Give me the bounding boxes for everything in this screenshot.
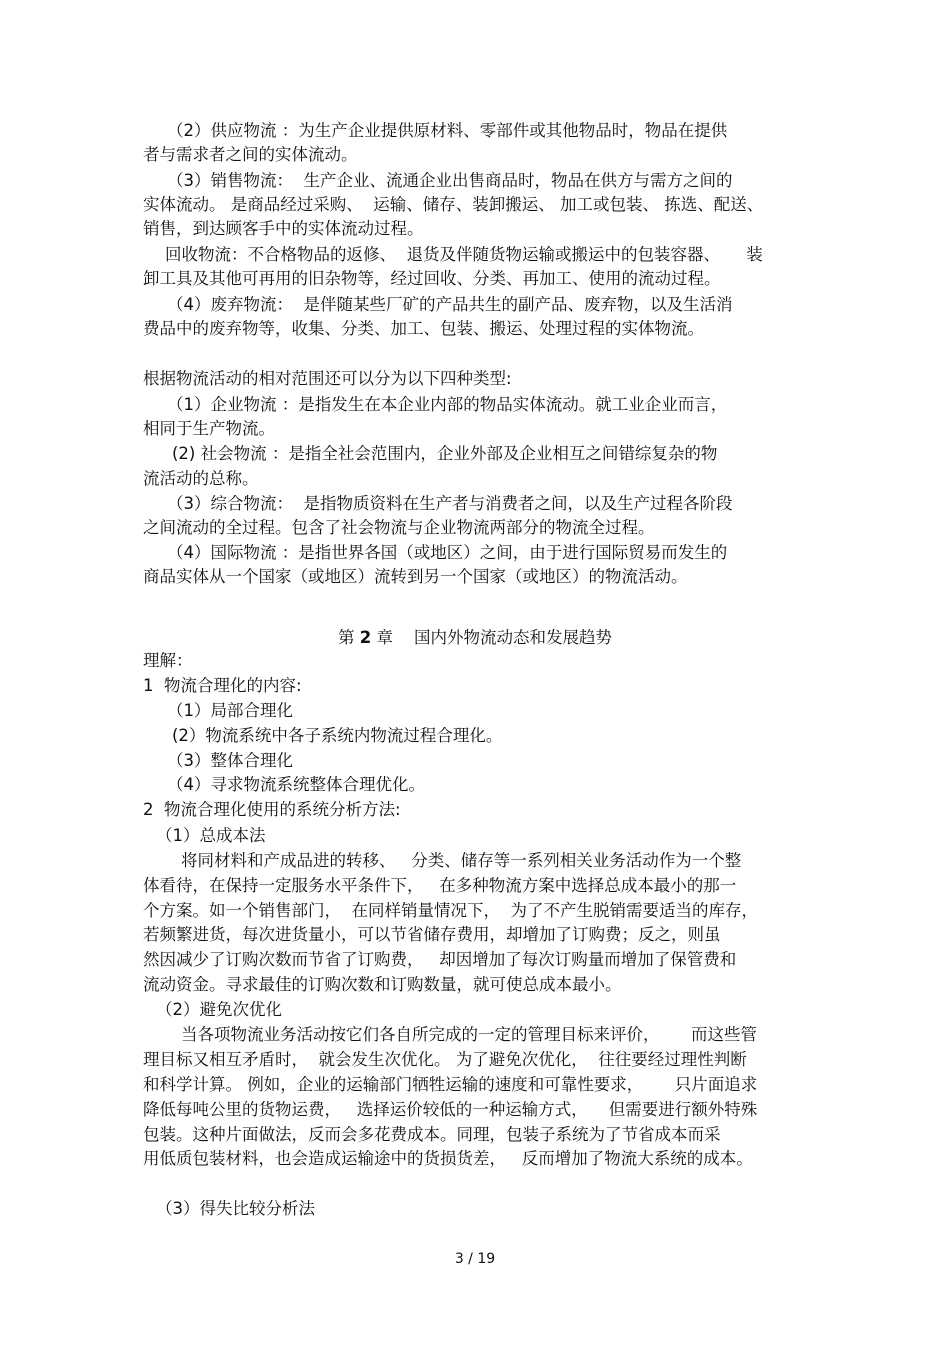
text-line: 2 物流合理化使用的系统分析方法:: [143, 800, 401, 819]
text-line: （1）企业物流 ：是指发生在本企业内部的物品实体流动。就工业企业而言，: [167, 395, 728, 414]
text-line: 将同材料和产成品进的转移、 分类、储存等一系列相关业务活动作为一个整: [181, 851, 742, 870]
text-line: （1）总成本法: [156, 826, 266, 845]
text-line: 用低质包装材料，也会造成运输途中的货损货差， 反而增加了物流大系统的成本。: [143, 1149, 753, 1168]
text-line: （3）综合物流： 是指物质资料在生产者与消费者之间，以及生产过程各阶段: [167, 494, 733, 513]
chapter-prefix: 第: [338, 628, 360, 647]
chapter-title: 章 国内外物流动态和发展趋势: [371, 628, 612, 647]
text-line: 者与需求者之间的实体流动。: [143, 145, 358, 164]
text-line: （3）销售物流： 生产企业、流通企业出售商品时，物品在供方与需方之间的: [167, 171, 733, 190]
text-line: （3）得失比较分析法: [156, 1199, 315, 1218]
text-line: 费品中的废弃物等，收集、分类、加工、包装、搬运、处理过程的实体物流。: [143, 319, 704, 338]
text-line: 和科学计算。 例如，企业的运输部门牺牲运输的速度和可靠性要求， 只片面追求: [143, 1075, 758, 1094]
text-line: 商品实体从一个国家（或地区）流转到另一个国家（或地区）的物流活动。: [143, 567, 688, 586]
text-line: 包装。这种片面做法，反而会多花费成本。同理，包装子系统为了节省成本而采: [143, 1125, 721, 1144]
text-line: 个方案。如一个销售部门， 在同样销量情况下， 为了不产生脱销需要适当的库存，: [143, 901, 758, 920]
chapter-number: 2: [359, 628, 372, 647]
text-line: (2）物流系统中各子系统内物流过程合理化。: [172, 726, 503, 745]
text-line: （2）避免次优化: [156, 1000, 282, 1019]
text-line: 回收物流：不合格物品的返修、 退货及伴随货物运输或搬运中的包装容器、 装: [165, 245, 763, 264]
text-line: 1 物流合理化的内容:: [143, 676, 302, 695]
text-line: （4）寻求物流系统整体合理优化。: [167, 775, 425, 794]
text-line: 流动资金。寻求最佳的订购次数和订购数量，就可使总成本最小。: [143, 975, 622, 994]
text-line: （4）废弃物流： 是伴随某些厂矿的产品共生的副产品、废弃物，以及生活消: [167, 295, 733, 314]
text-line: (2) 社会物流 ：是指全社会范围内，企业外部及企业相互之间错综复杂的物: [172, 444, 718, 463]
text-line: 理目标又相互矛盾时， 就会发生次优化。 为了避免次优化， 往往要经过理性判断: [143, 1050, 747, 1069]
text-line: 根据物流活动的相对范围还可以分为以下四种类型:: [143, 369, 512, 388]
text-line: 流活动的总称。: [143, 469, 259, 488]
text-line: 当各项物流业务活动按它们各自所完成的一定的管理目标来评价， 而这些管: [181, 1025, 757, 1044]
text-line: （2）供应物流 ：为生产企业提供原材料、零部件或其他物品时，物品在提供: [167, 121, 728, 140]
text-line: 卸工具及其他可再用的旧杂物等，经过回收、分类、再加工、使用的流动过程。: [143, 269, 721, 288]
text-line: 实体流动。 是商品经过采购、 运输、储存、装卸搬运、 加工或包装、 拣选、配送、: [143, 195, 764, 214]
text-line: 销售，到达顾客手中的实体流动过程。: [143, 219, 424, 238]
text-line: （1）局部合理化: [167, 701, 293, 720]
text-line: （4）国际物流 ：是指世界各国（或地区）之间，由于进行国际贸易而发生的: [167, 543, 728, 562]
text-line: （3）整体合理化: [167, 751, 293, 770]
text-line: 体看待，在保持一定服务水平条件下， 在多种物流方案中选择总成本最小的那一: [143, 876, 737, 895]
text-line: 然因减少了订购次数而节省了订购费， 却因增加了每次订购量而增加了保管费和: [143, 950, 737, 969]
text-line: 之间流动的全过程。包含了社会物流与企业物流两部分的物流全过程。: [143, 518, 655, 537]
text-line: 理解：: [143, 651, 193, 670]
text-line: 相同于生产物流。: [143, 419, 275, 438]
page-number: 3 / 19: [454, 1251, 496, 1267]
text-line: 若频繁进货，每次进货量小，可以节省储存费用，却增加了订购费；反之，则虽: [143, 925, 721, 944]
text-line: 降低每吨公里的货物运费， 选择运价较低的一种运输方式， 但需要进行额外特殊: [143, 1100, 758, 1119]
chapter-heading: [0, 624, 950, 648]
